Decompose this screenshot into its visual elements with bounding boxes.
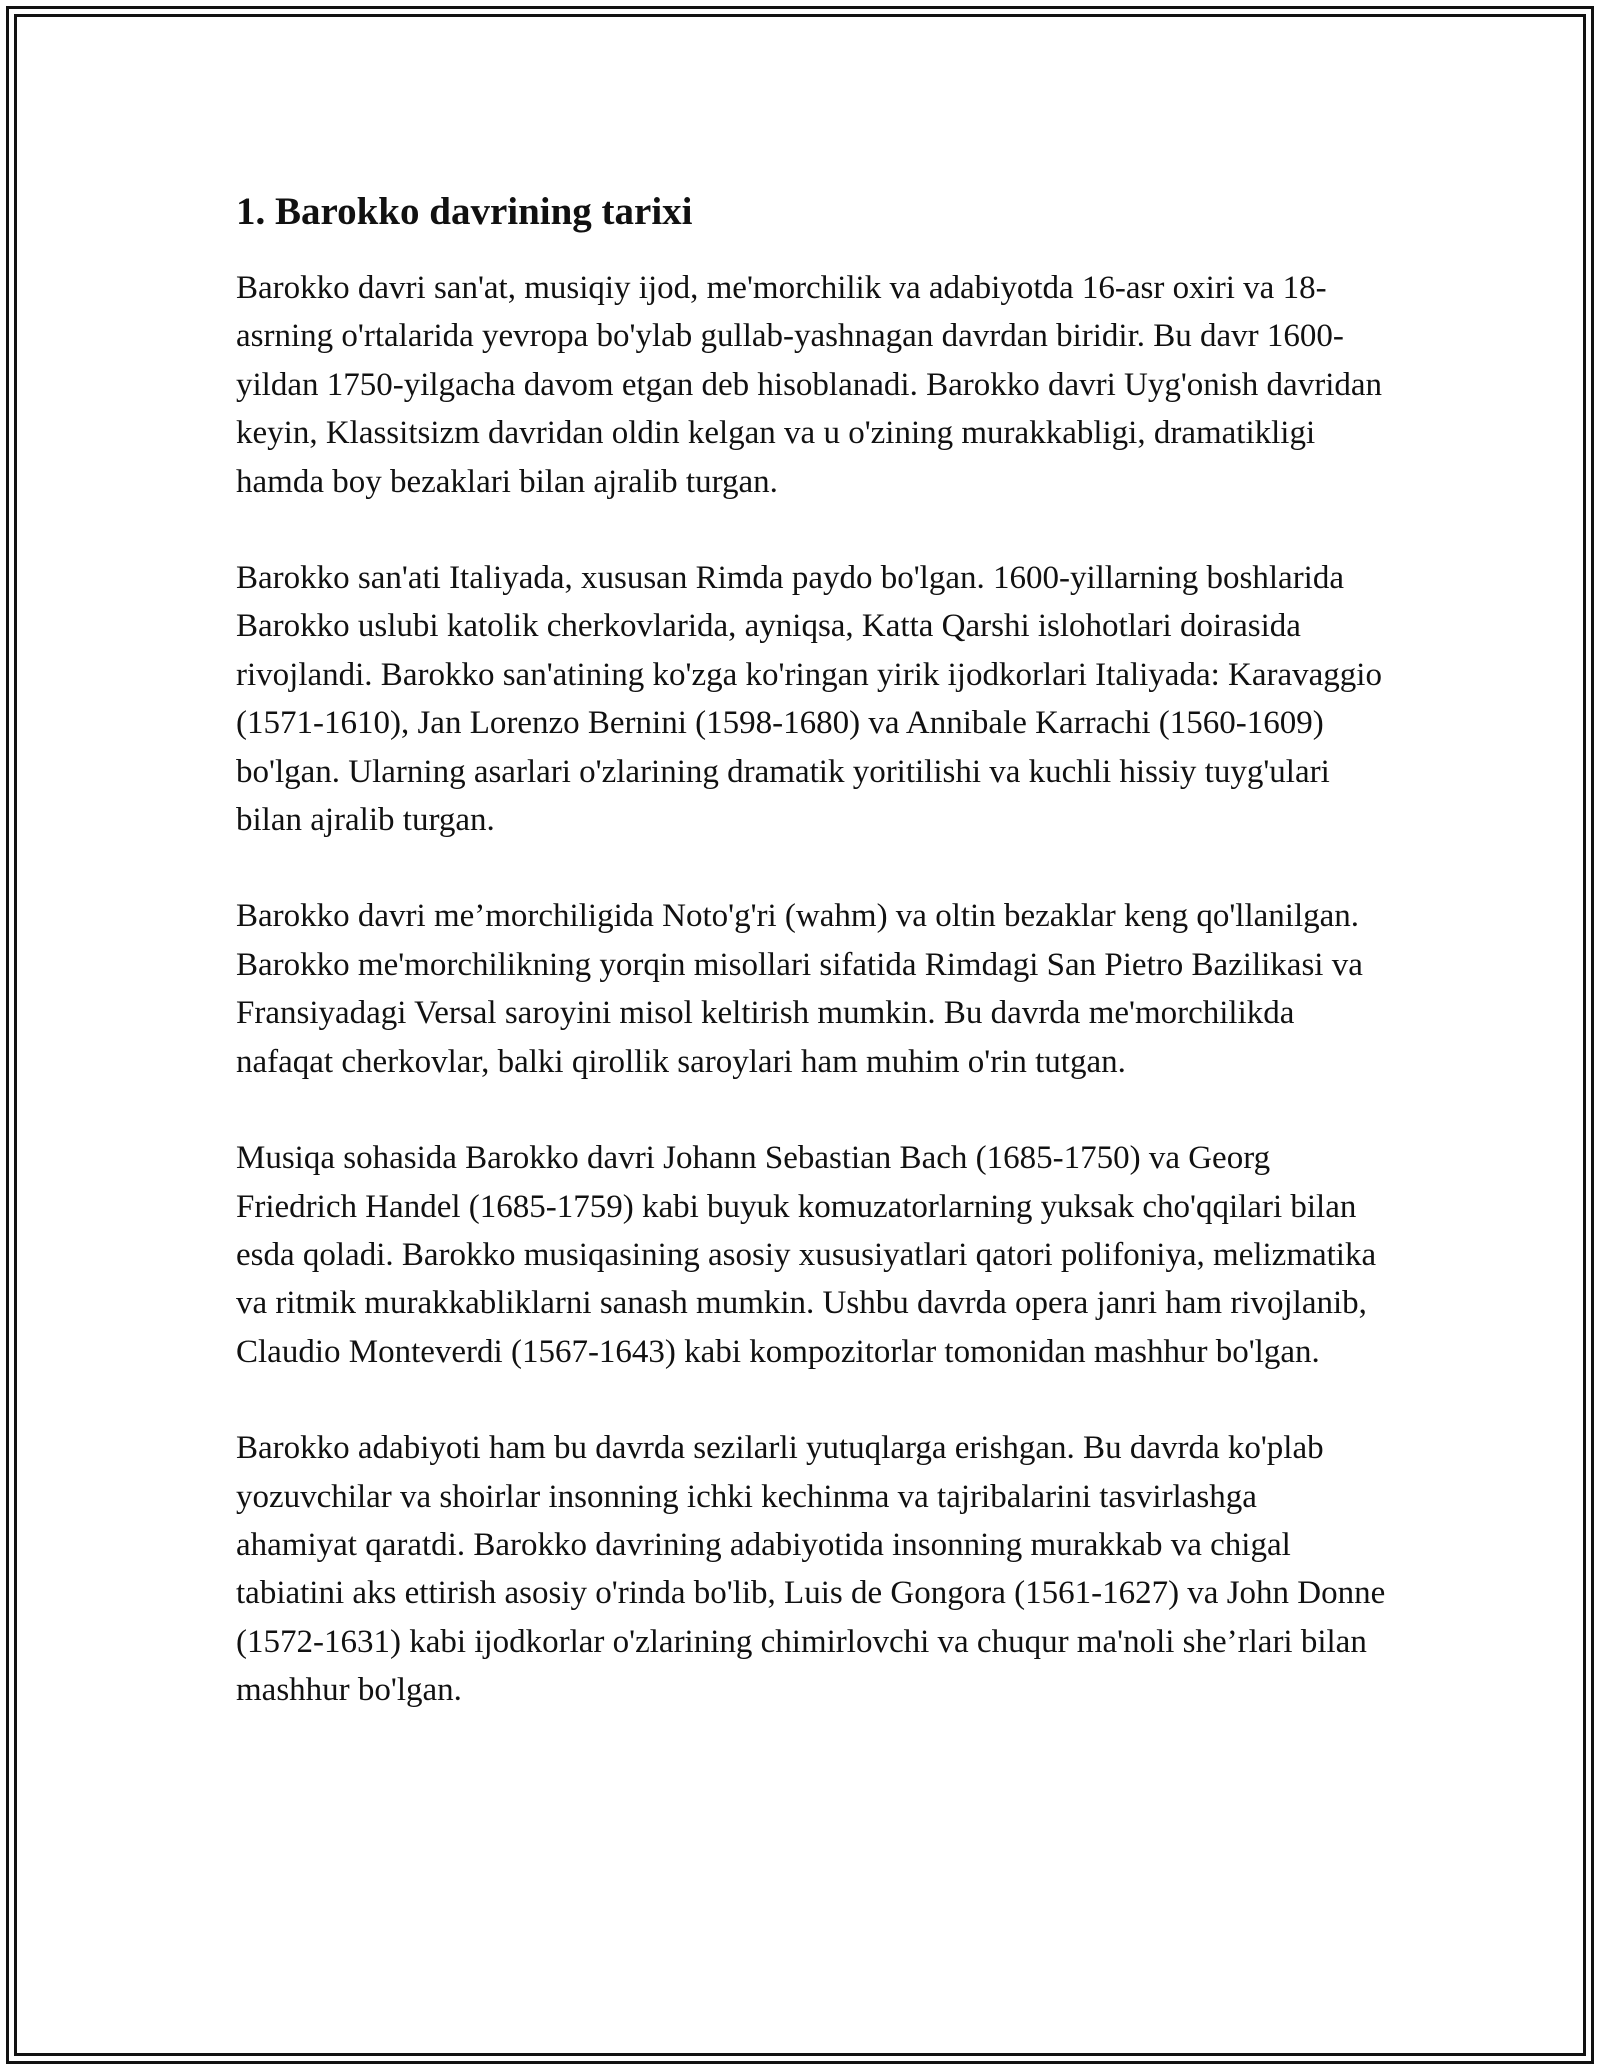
paragraph-art: Barokko san'ati Italiyada, xususan Rimda paydo bo'lgan. 1600-yillarning boshlarida Barokko uslubi katolik cherkovlarida, ayniqsa, Katta Qarshi islohotlari doirasida rivojlandi. Barokko san'atining ko'zga ko'ringan yirik ijodkorlari Italiyada: Karavaggio (1571-1610), Jan Lorenzo Bernini (1598-1680) va Annibale Karrachi (1560-1609) bo'lgan. Ularning asarlari o'zlarining dramatik yoritilishi va kuchli hissiy tuyg'ulari bilan ajralib turgan. <box>236 560 1382 839</box>
paragraph-history: Barokko davri san'at, musiqiy ijod, me'morchilik va adabiyotda 16-asr oxiri va 18-asrning o'rtalarida yevropa bo'ylab gullab-yashnagan davrdan biridir. Bu davr 1600-yildan 1750-yilgacha davom etgan deb hisoblanadi. Barokko davri Uyg'onish davridan keyin, Klassitsizm davridan oldin kelgan va u o'zining murakkabligi, dramatikligi hamda boy bezaklari bilan ajralib turgan. <box>236 270 1383 500</box>
document-title: 1. Barokko davrining tarixi <box>236 190 693 233</box>
paragraph-music: Musiqa sohasida Barokko davri Johann Sebastian Bach (1685-1750) va Georg Friedrich Handel (1685-1759) kabi buyuk komuzatorlarning yuksak cho'qqilari bilan esda qoladi. Barokko musiqasining asosiy xususiyatlari qatori polifoniya, melizmatika va ritmik murakkabliklarni sanash mumkin. Ushbu davrda opera janri ham rivojlanib, Claudio Monteverdi (1567-1643) kabi kompozitorlar tomonidan mashhur bo'lgan. <box>236 1140 1377 1370</box>
paragraph-literature: Barokko adabiyoti ham bu davrda sezilarli yutuqlarga erishgan. Bu davrda ko'plab yozuvchilar va shoirlar insonning ichki kechinma va tajribalarini tasvirlashga ahamiyat qaratdi. Barokko davrining adabiyotida insonning murakkab va chigal tabiatini aks ettirish asosiy o'rinda bo'lib, Luis de Gongora (1561-1627) va John Donne (1572-1631) kabi ijodkorlar o'zlarining chimirlovchi va chuqur ma'noli she’rlari bilan mashhur bo'lgan. <box>236 1430 1386 1709</box>
document-body <box>236 186 1386 1763</box>
paragraph-architecture: Barokko davri me’morchiligida Noto'g'ri (wahm) va oltin bezaklar keng qo'llanilgan. Barokko me'morchilikning yorqin misollari sifatida Rimdagi San Pietro Bazilikasi va Fransiyadagi Versal saroyini misol keltirish mumkin. Bu davrda me'morchilikda nafaqat cherkovlar, balki qirollik saroylari ham muhim o'rin tutgan. <box>236 898 1363 1080</box>
